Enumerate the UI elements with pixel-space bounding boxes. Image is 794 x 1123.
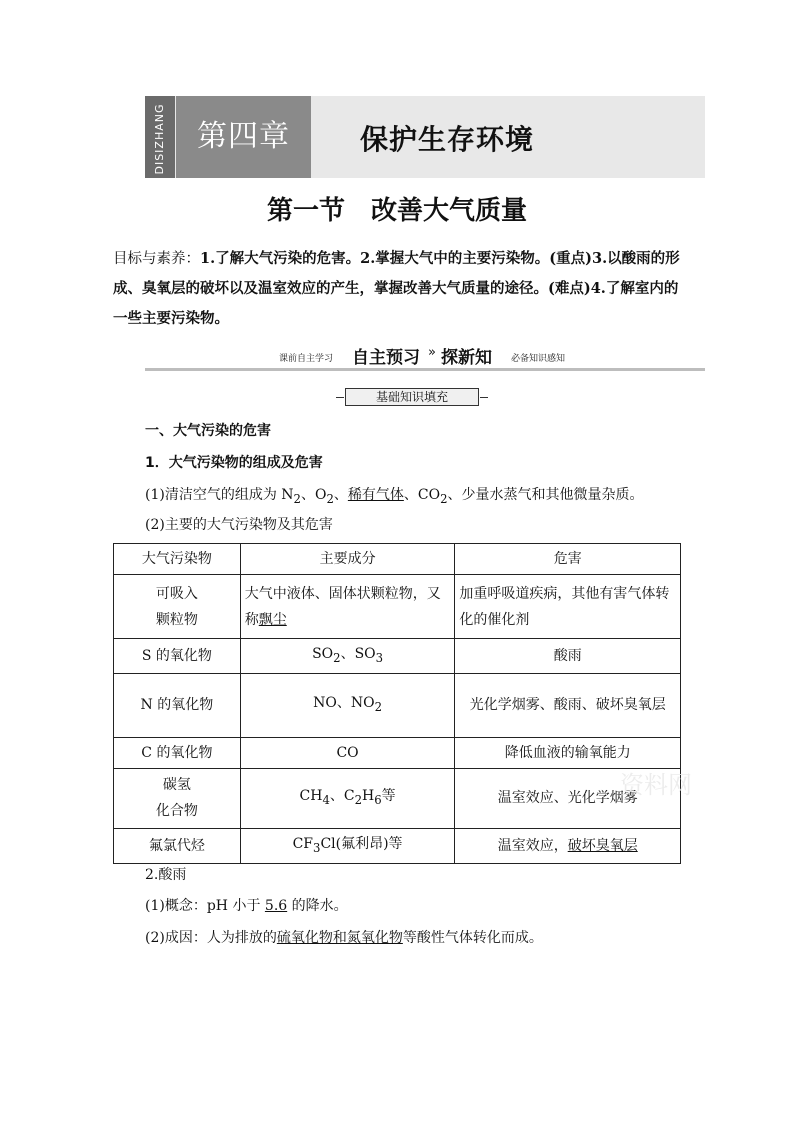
section-box-title: 基础知识填充 bbox=[345, 388, 479, 406]
text-segment: 的降水。 bbox=[287, 898, 348, 914]
table-cell bbox=[240, 673, 455, 737]
cell-text: 温室效应， bbox=[497, 837, 568, 854]
text-segment: (1)清洁空气的组成为 N bbox=[145, 487, 294, 503]
table-cell bbox=[240, 575, 455, 639]
table-row bbox=[114, 828, 681, 863]
subscript: 3 bbox=[375, 650, 384, 665]
table-row bbox=[114, 639, 681, 674]
table-cell: C 的氧化物 bbox=[114, 737, 241, 768]
preview-divider bbox=[145, 368, 705, 371]
preview-right-label: 必备知识感知 bbox=[511, 354, 566, 364]
clean-air-composition bbox=[145, 484, 643, 506]
table-row bbox=[114, 768, 681, 828]
table-cell: 酸雨 bbox=[455, 639, 681, 674]
table-row bbox=[114, 737, 681, 768]
text-segment: 等酸性气体转化而成。 bbox=[402, 930, 543, 946]
watermark: 资料网 bbox=[620, 771, 692, 799]
acid-rain-concept bbox=[145, 895, 348, 915]
subscript: 2 bbox=[354, 793, 362, 808]
cell-text: NO、NO bbox=[313, 695, 375, 712]
subscript: 2 bbox=[333, 650, 341, 665]
side-tag-text: DISIZHANG bbox=[153, 103, 166, 175]
cell-text: 可吸入 bbox=[155, 585, 198, 602]
cell-text: SO bbox=[312, 646, 334, 662]
objectives-paragraph bbox=[113, 244, 685, 334]
chapter-title: 保护生存环境 bbox=[360, 123, 535, 156]
table-cell: CO bbox=[240, 737, 455, 768]
preview-title-1: 自主预习 bbox=[352, 348, 420, 368]
answer-blank: 5.6 bbox=[264, 898, 288, 914]
table-cell: 加重呼吸道疾病，其他有害气体转化的催化剂 bbox=[455, 575, 681, 639]
table-header: 主要成分 bbox=[240, 544, 455, 575]
heading-2: 1．大气污染物的组成及危害 bbox=[145, 455, 323, 471]
subscript: 3 bbox=[313, 840, 321, 855]
preview-left-label: 课前自主学习 bbox=[279, 354, 334, 364]
table-cell: 光化学烟雾、酸雨、破坏臭氧层 bbox=[455, 673, 681, 737]
subscript: 6 bbox=[374, 793, 382, 808]
heading-1: 一、大气污染的危害 bbox=[145, 423, 271, 439]
section-title: 第一节 改善大气质量 bbox=[266, 196, 527, 226]
table-row bbox=[114, 575, 681, 639]
acid-rain-heading: 2.酸雨 bbox=[145, 867, 187, 883]
cell-text: 化合物 bbox=[155, 803, 198, 820]
cell-text: 、C bbox=[329, 788, 355, 805]
chapter-number: 第四章 bbox=[197, 119, 290, 154]
cell-text: 等 bbox=[381, 788, 396, 805]
table-cell bbox=[240, 768, 455, 828]
double-arrow-icon: » bbox=[428, 345, 436, 360]
cell-text: 、SO bbox=[340, 646, 376, 662]
text-segment: 、CO bbox=[403, 487, 441, 503]
cell-text: CF bbox=[292, 835, 314, 852]
table-cell bbox=[240, 639, 455, 674]
pollutants-table bbox=[113, 543, 681, 864]
answer-blank: 稀有气体 bbox=[347, 487, 404, 503]
text-segment: 、 bbox=[333, 487, 348, 503]
cell-text: 大气中液体、固体状颗粒物，又称 bbox=[244, 585, 441, 628]
chapter-number-box bbox=[176, 96, 311, 178]
objectives-text: 1.了解大气污染的危害。2.掌握大气中的主要污染物。(重点)3.以酸雨的形成、臭氧层的破坏以及温室效应的产生，掌握改善大气质量的途径。(难点)4.了解室内的一些主要污染物。 bbox=[113, 250, 680, 327]
answer-blank: 飘尘 bbox=[258, 611, 287, 628]
cell-text: CH bbox=[299, 788, 323, 805]
subscript: 4 bbox=[322, 793, 330, 808]
table-cell bbox=[114, 768, 241, 828]
acid-rain-cause bbox=[145, 927, 543, 947]
table-cell bbox=[455, 828, 681, 863]
pollutants-intro: (2)主要的大气污染物及其危害 bbox=[145, 517, 333, 533]
answer-blank: 破坏臭氧层 bbox=[567, 837, 638, 854]
cell-text: 颗粒物 bbox=[155, 611, 198, 628]
table-header-row bbox=[114, 544, 681, 575]
table-cell bbox=[240, 828, 455, 863]
table-cell bbox=[114, 575, 241, 639]
cell-text: 碳氢 bbox=[162, 777, 191, 794]
table-cell: S 的氧化物 bbox=[114, 639, 241, 674]
chapter-side-tag bbox=[145, 96, 175, 178]
table-cell: N 的氧化物 bbox=[114, 673, 241, 737]
table-header: 大气污染物 bbox=[114, 544, 241, 575]
text-segment: 、O bbox=[300, 487, 327, 503]
table-cell: 降低血液的输氧能力 bbox=[455, 737, 681, 768]
text-segment: (1)概念：pH 小于 bbox=[145, 898, 265, 914]
subscript: 2 bbox=[440, 491, 448, 506]
subscript: 2 bbox=[374, 700, 383, 715]
preview-bar bbox=[145, 343, 705, 367]
text-segment: (2)成因：人为排放的 bbox=[145, 930, 277, 946]
answer-blank: 硫氧化物和氮氧化物 bbox=[276, 930, 403, 946]
text-segment: 、少量水蒸气和其他微量杂质。 bbox=[447, 487, 644, 503]
objectives-label: 目标与素养： bbox=[113, 251, 200, 267]
cell-text: H bbox=[362, 788, 375, 805]
table-cell: 温室效应、光化学烟雾 bbox=[455, 768, 681, 828]
subscript: 2 bbox=[326, 491, 334, 506]
table-header: 危害 bbox=[455, 544, 681, 575]
preview-title-2: 探新知 bbox=[441, 348, 492, 368]
subscript: 2 bbox=[293, 491, 301, 506]
cell-text: Cl(氟利昂)等 bbox=[320, 835, 403, 852]
table-row bbox=[114, 673, 681, 737]
table-cell: 氟氯代烃 bbox=[114, 828, 241, 863]
